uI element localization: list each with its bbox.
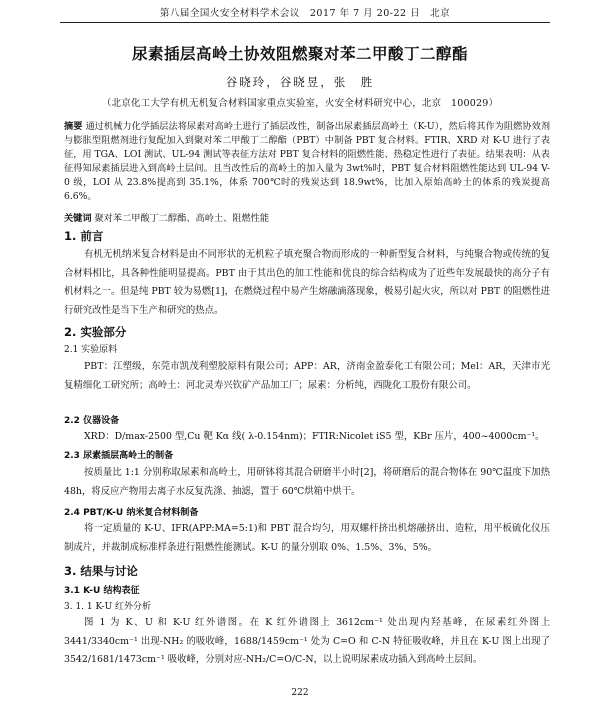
abstract [64,120,550,204]
author-list: 谷晓玲，谷晓昱，张 胜 [225,75,375,89]
section-heading-experimental: 2. 实验部分 [64,325,127,339]
running-header: 第八届全国火安全材料学术会议 2017 年 7 月 20-22 日 北京 [60,6,550,23]
keywords [64,212,550,226]
subsection-heading-equipment: 2.2 仪器设备 [64,416,120,426]
keywords-label: 关键词 [64,213,92,224]
affiliation: （北京化工大学有机无机复合材料国家重点实验室，火安全材料研究中心，北京 100029） [101,98,499,109]
abstract-text: 通过机械力化学插层法将尿素对高岭土进行了插层改性，制备出尿素插层高岭土（K-U），然后将其作为阻燃协效剂与膨胀型阻燃剂进行复配加入到聚对苯二甲酸丁二醇酯（PBT）中制备 PBT 复合材料。FTIR、XRD 对 K-U 进行了表征，用 TGA、LOI 测试、UL-94 测试等表征方法对 PBT 复合材料的阻燃性能、热稳定性进行了表征。结果表明：从表征得知尿素插层进入到高岭土层间。且当改性后的高岭土的加入量为 3wt%时，PBT 复合材料阻燃性能达到 UL-94 V-0 级，LOI 从 23.8%提高到 35.1%，体系 700℃时的残炭达到 18.9wt%，比加入原始高岭土的体系的残炭提高 6.6%。 [64,121,551,202]
subsection-heading-composite: 2.4 PBT/K-U 纳米复合材料制备 [64,508,199,518]
ir-paragraph: 图 1 为 K、U 和 K-U 红外谱图。在 K 红外谱图上 3612cm⁻¹ 处出现内羟基峰，在尿素红外图上 3441/3340cm⁻¹ 出现-NH₂ 的吸收峰，1688/1459cm⁻¹ 处为 C=O 和 C-N 特征吸收峰，并且在 K-U 图上出现了 3542/1681/1473cm⁻¹ 吸收峰，分别对应-NH₂/C=O/C-N，以上说明尿素成功插入到高岭土层间。 [64,617,550,665]
paper-title: 尿素插层高岭土协效阻燃聚对苯二甲酸丁二醇酯 [131,45,468,63]
section-heading-intro: 1. 前言 [64,229,104,243]
page-number: 222 [291,688,309,698]
preparation-paragraph: 按质量比 1:1 分别称取尿素和高岭土，用研钵将其混合研磨半小时[2]，将研磨后的混合物体在 90℃温度下加热 48h，将反应产物用去离子水反复洗涤、抽滤，置于 60℃烘箱中烘干。 [64,467,550,497]
intro-paragraph: 有机无机纳米复合材料是由不同形状的无机粒子填充聚合物而形成的一种新型复合材料，与纯聚合物或传统的复合材料相比，具各种性能明显提高。PBT 由于其出色的加工性能和优良的综合结构成为了近些年发展最快的高分子有机材料之一。但是纯 PBT 较为易燃[1]，在燃烧过程中易产生熔融滴落现象，极易引起火灾，所以对 PBT 的阻燃性进行研究改性是当下生产和研究的热点。 [64,249,550,316]
subsubsection-heading-ir: 3. 1. 1 K-U 红外分析 [64,602,152,612]
subsection-heading-materials: 2.1 实验原料 [64,345,118,355]
keywords-text: 聚对苯二甲酸丁二醇酯、高岭土、阻燃性能 [94,213,270,224]
subsection-heading-ku-structure: 3.1 K-U 结构表征 [64,586,140,596]
materials-paragraph: PBT：江塑级，东莞市凯茂利塑胶原料有限公司；APP：AR，济南金盈泰化工有限公司；Mel：AR，天津市光复精细化工研究所；高岭土：河北灵寿兴钦矿产品加工厂；尿素：分析纯，西陇化工股份有限公司。 [64,361,550,391]
composite-paragraph: 将一定质量的 K-U、IFR(APP:MA=5:1)和 PBT 混合均匀，用双螺杆挤出机熔融挤出、造粒，用平板硫化仪压制成片，并裁制成标准样条进行阻燃性能测试。K-U 的量分别取 0%、1.5%、3%、5%。 [64,523,550,553]
equipment-paragraph: XRD：D/max-2500 型,Cu 靶 Kα 线( λ-0.154nm)；FTIR:Nicolet iS5 型，KBr 压片，400~4000cm⁻¹。 [84,431,545,442]
section-heading-results: 3. 结果与讨论 [64,564,138,578]
abstract-label: 摘要 [64,121,83,132]
subsection-heading-preparation: 2.3 尿素插层高岭土的制备 [64,451,174,461]
